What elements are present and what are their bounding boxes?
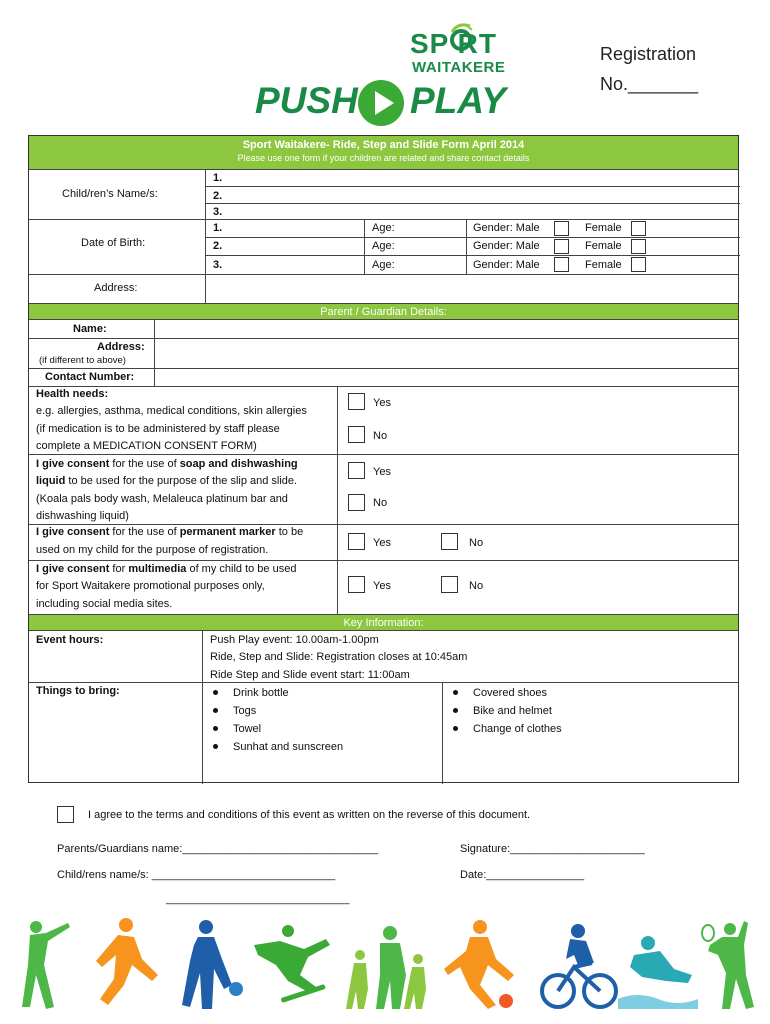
dob-number-1: 1. [213,222,223,234]
female-checkbox-3[interactable] [631,257,646,272]
bring-item-sunhat: Sunhat and sunscreen [233,741,344,753]
child-name-input-2[interactable] [229,188,729,202]
address-input[interactable] [209,276,737,301]
child-names-field[interactable]: Child/rens name/s: ______________________________ [57,869,336,881]
female-label-1: Female [585,222,622,234]
dob-number-3: 3. [213,259,223,271]
cricket-player-icon [22,921,70,1009]
soap-yes-checkbox[interactable] [348,462,365,479]
soap-no-label: No [373,497,388,509]
form-title: Sport Waitakere- Ride, Step and Slide Form April 2014 [242,139,525,151]
media-no-checkbox[interactable] [441,576,458,593]
male-checkbox-2[interactable] [554,239,569,254]
parent-address-label: Address: [97,341,145,353]
female-checkbox-2[interactable] [631,239,646,254]
soap-consent-line2: liquid to be used for the purpose of the slip and slide. [36,475,298,487]
registration-number: No._______ [600,74,699,94]
family-icon [346,926,426,1009]
marker-consent-line1: I give consent for the use of permanent marker to be [36,526,304,538]
parents-name-field[interactable]: Parents/Guardians name:________________________________ [57,843,379,855]
bring-item-change-clothes: Change of clothes [473,723,562,735]
event-line-2: Ride, Step and Slide: Registration closes at 10:45am [210,651,468,663]
soap-consent-line1: I give consent for the use of soap and dishwashing [36,458,298,470]
soap-consent-line3: (Koala pals body wash, Melaleuca platinum bar and [36,493,288,505]
female-label-3: Female [585,259,622,271]
contact-number-input[interactable] [159,370,737,384]
marker-no-checkbox[interactable] [441,533,458,550]
parent-guardian-header: Parent / Guardian Details: [29,303,738,320]
child-number-1: 1. [213,172,223,184]
logo-sport-text: SP RT [410,28,497,59]
soccer-player-icon [444,920,514,1009]
health-needs-line1: e.g. allergies, asthma, medical conditions, skin allergies [36,405,307,417]
age-label-2: Age: [372,240,395,252]
soap-no-checkbox[interactable] [348,494,365,511]
registration-label: Registration [600,44,697,64]
media-consent-line2: for Sport Waitakere promotional purposes only, [36,580,265,592]
bring-item-bike-helmet: Bike and helmet [473,705,552,717]
logo-push-text: PUSH [255,80,358,121]
event-hours-label: Event hours: [36,634,104,646]
registration-form [28,135,739,783]
health-needs-line2: (if medication is to be administered by staff please [36,423,280,435]
swimmer-icon [618,936,698,1009]
logo-waitakere-text: WAITAKERE [412,59,506,76]
date-field[interactable]: Date:________________ [460,869,585,881]
age-label-3: Age: [372,259,395,271]
health-needs-line3: complete a MEDICATION CONSENT FORM) [36,440,257,452]
marker-no-label: No [469,537,484,549]
female-checkbox-1[interactable] [631,221,646,236]
child-name-input-3[interactable] [229,205,729,218]
parent-name-label: Name: [73,323,107,335]
soap-yes-label: Yes [373,466,391,478]
dob-label: Date of Birth: [81,237,146,249]
form-title-band [29,136,738,169]
health-yes-label: Yes [373,397,391,409]
parent-address-input[interactable] [159,340,737,366]
cyclist-icon [542,963,616,1007]
runner-icon [96,918,158,1005]
address-label: Address: [94,282,138,294]
bring-item-drink-bottle: Drink bottle [233,687,289,699]
gender-male-label-1: Gender: Male [473,222,540,234]
gender-male-label-2: Gender: Male [473,240,540,252]
children-name-label: Child/ren’s Name/s: [62,188,158,200]
contact-number-label: Contact Number: [45,371,135,383]
skateboarder-icon [254,925,330,1003]
media-consent-line3: including social media sites. [36,598,173,610]
health-needs-title: Health needs: [36,388,109,400]
male-checkbox-1[interactable] [554,221,569,236]
male-checkbox-3[interactable] [554,257,569,272]
sports-figures-illustration [18,915,758,1015]
gender-male-label-3: Gender: Male [473,259,540,271]
parent-address-note: (if different to above) [39,355,126,366]
things-to-bring-label: Things to bring: [36,685,120,697]
health-yes-checkbox[interactable] [348,393,365,410]
logo-swirl-icon [448,22,474,52]
event-line-3: Ride Step and Slide event start: 11:00am [210,669,410,681]
female-label-2: Female [585,240,622,252]
agree-text: I agree to the terms and conditions of this event as written on the reverse of this document. [88,809,531,821]
agree-checkbox[interactable] [57,806,74,823]
bring-item-towel: Towel [233,723,262,735]
soap-consent-line4: dishwashing liquid) [36,510,129,522]
logo-play-text: PLAY [410,80,506,121]
child-name-input-1[interactable] [229,172,729,186]
key-information-header: Key Information: [29,614,738,631]
dob-number-2: 2. [213,240,223,252]
bring-item-covered-shoes: Covered shoes [473,687,547,699]
media-consent-line1: I give consent for multimedia of my child to be used [36,563,297,575]
marker-consent-line2: used on my child for the purpose of registration. [36,544,269,556]
child-names-extra-line[interactable]: ______________________________ [166,893,350,905]
child-number-3: 3. [213,206,223,218]
bring-item-togs: Togs [233,705,257,717]
media-no-label: No [469,580,484,592]
parent-name-input[interactable] [159,322,737,336]
marker-yes-label: Yes [373,537,391,549]
signature-field[interactable]: Signature:______________________ [460,843,645,855]
form-subtitle: Please use one form if your children are related and share contact details [237,153,530,163]
marker-yes-checkbox[interactable] [348,533,365,550]
age-label-1: Age: [372,222,395,234]
basketball-player-icon [182,920,243,1009]
event-line-1: Push Play event: 10.00am-1.00pm [210,634,379,646]
media-yes-label: Yes [373,580,391,592]
health-no-label: No [373,430,388,442]
child-number-2: 2. [213,190,223,202]
health-no-checkbox[interactable] [348,426,365,443]
tennis-player-icon [702,921,754,1009]
play-button-icon [356,78,406,128]
media-yes-checkbox[interactable] [348,576,365,593]
